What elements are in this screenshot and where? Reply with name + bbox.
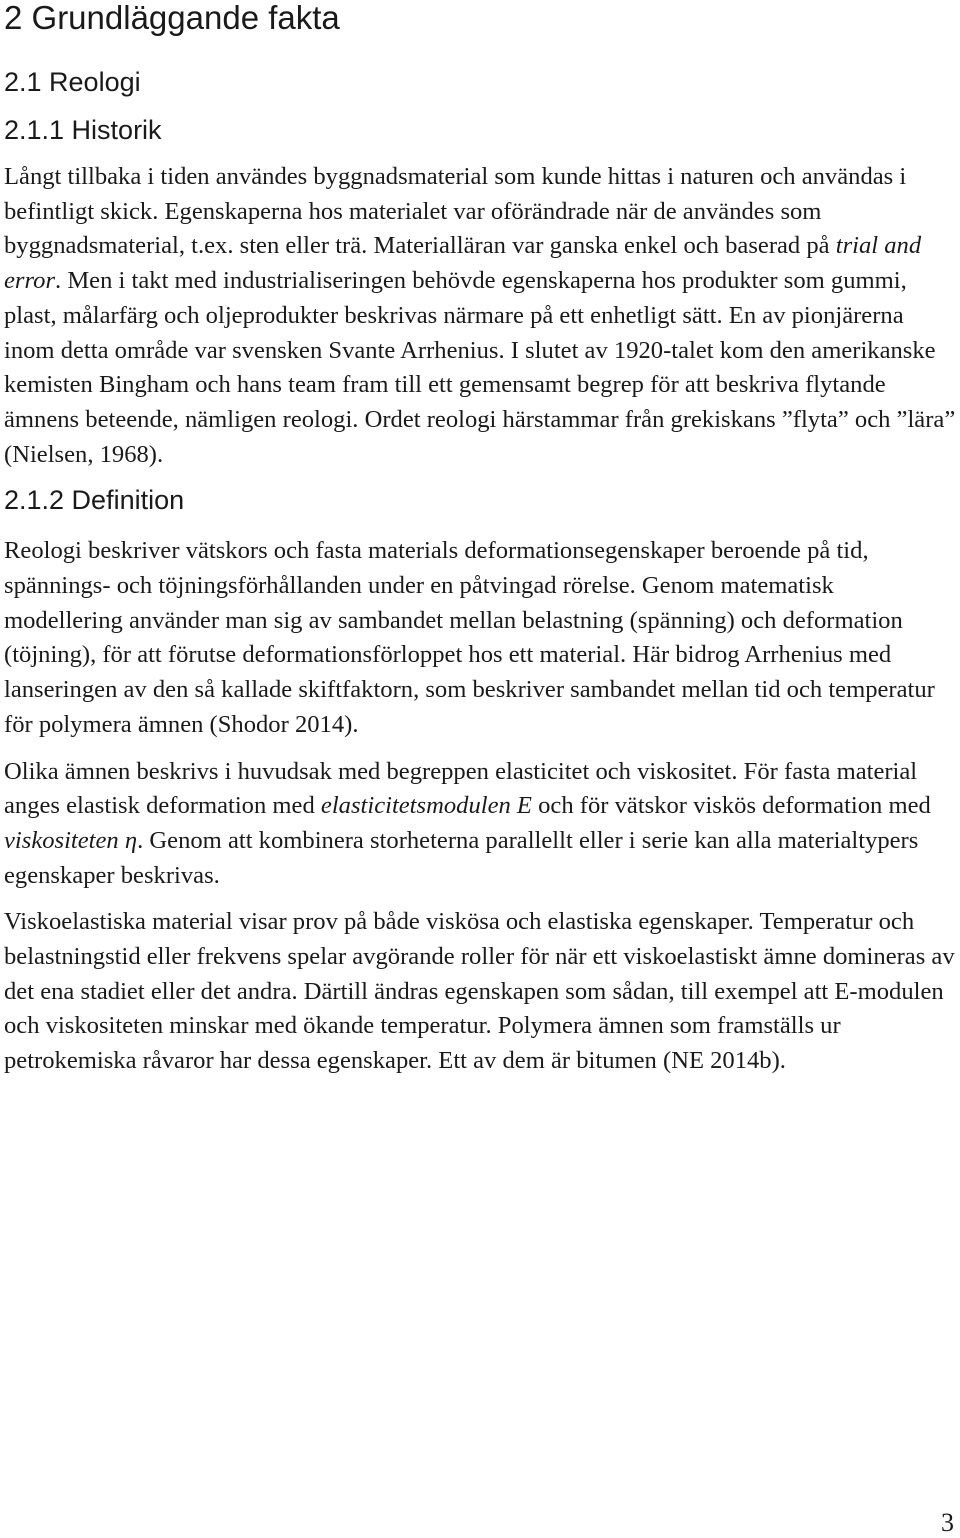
document-page [4,0,956,1091]
definition-2-text-part-1: Olika ämnen beskrivs i huvudsak med begreppen elasticitet och viskositet. För fasta material anges elastisk deformation med [4,757,918,820]
history-emphasis: trial and error [4,232,922,295]
subsection-heading-definition: 2.1.2 Definition [4,485,185,516]
history-paragraph [4,160,956,472]
definition-paragraph-2 [4,755,956,894]
page-number: 3 [941,1508,954,1537]
history-text-part-1: Långt tillbaka i tiden användes byggnadsmaterial som kunde hittas i naturen och användas i befintligt skick. Egenskaperna hos materialet var oförändrade när de användes som byggnadsmaterial, t.ex. sten eller trä. Materialläran var ganska enkel och baserad på [4,163,907,260]
definition-2-text-part-2: och för vätskor viskös deformation med [531,792,931,820]
definition-paragraph-3: Viskoelastiska material visar prov på både viskösa och elastiska egenskaper. Temperatur och belastningstid eller frekvens spelar avgörande roller för när ett viskoelastiskt ämne domineras av det ena stadiet eller det andra. Därtill ändras egenskapen som sådan, till exempel att E-modulen och viskositeten minskar med ökande temperatur. Polymera ämnen som framställs ur petrokemiska råvaror har dessa egenskaper. Ett av dem är bitumen (NE 2014b). [4,908,955,1075]
history-text-part-2: . Men i takt med industrialiseringen behövde egenskaperna hos produkter som gummi, plast, målarfärg och oljeprodukter beskrivas närmare på ett enhetligt sätt. En av pionjärerna inom detta område var svensken Svante Arrhenius. I slutet av 1920-talet kom den amerikanske kemisten Bingham och hans team fram till ett gemensamt begrep för att beskriva flytande ämnens beteende, nämligen reologi. Ordet reologi härstammar från grekiskans ”flyta” och ”lära” (Nielsen, 1968). [4,267,956,468]
subsection-heading-history: 2.1.1 Historik [4,115,162,145]
definition-paragraph-1: Reologi beskriver vätskors och fasta materials deformationsegenskaper beroende på tid, spännings- och töjningsförhållanden under en påtvingad rörelse. Genom matematisk modellering använder man sig av sambandet mellan belastning (spänning) och deformation (töjning), för att förutse deformationsförloppet hos ett material. Här bidrog Arrhenius med lanseringen av den så kallade skiftfaktorn, som beskriver sambandet mellan tid och temperatur för polymera ämnen (Shodor 2014). [4,537,935,738]
definition-2-emphasis-viscosity: viskositeten η [4,826,138,854]
definition-2-text-part-3: . Genom att kombinera storheterna parallellt eller i serie kan alla materialtypers egenskaper beskrivas. [4,826,919,889]
section-heading: 2.1 Reologi [4,67,141,97]
definition-2-emphasis-modulus: elasticitetsmodulen E [320,792,532,820]
chapter-heading: 2 Grundläggande fakta [4,0,340,36]
